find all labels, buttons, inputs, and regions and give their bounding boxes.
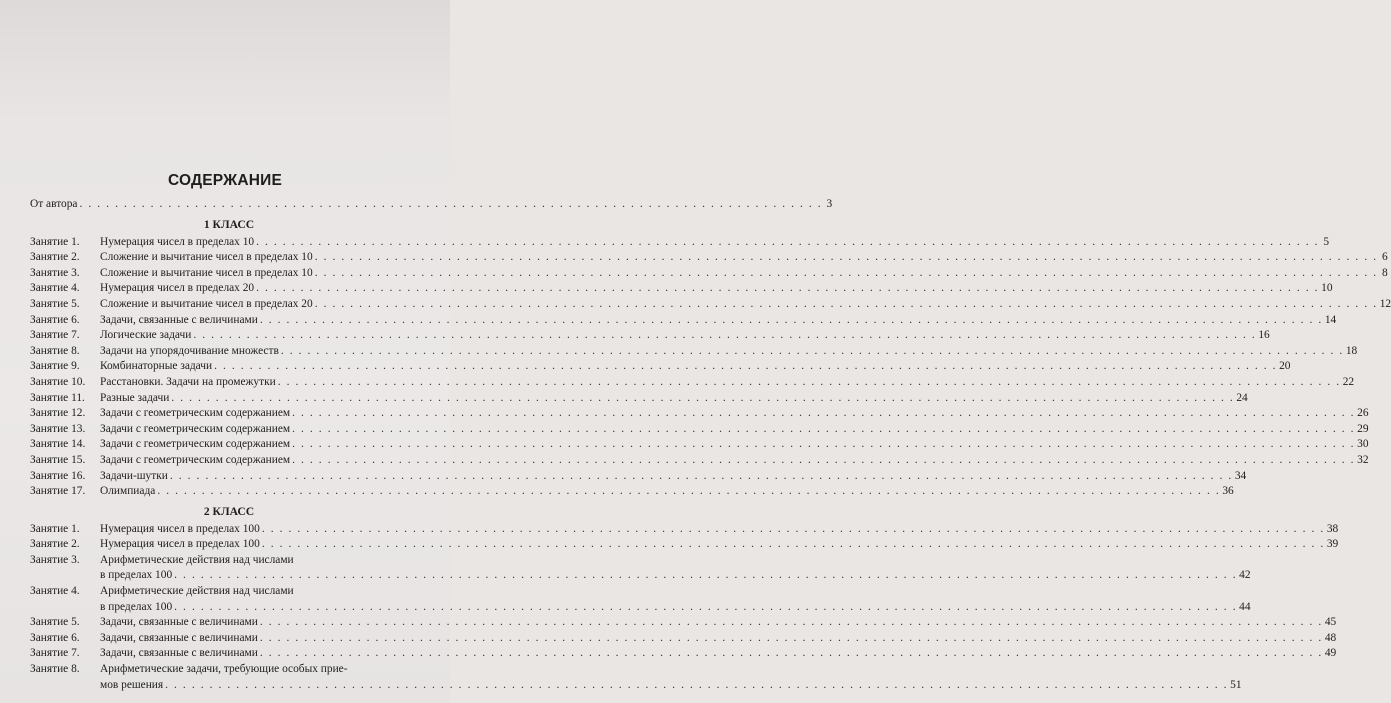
- toc-page-number: 36: [1222, 485, 1234, 498]
- toc-entry-title: Разные задачи: [100, 391, 170, 404]
- leader-dots: . . . . . . . . . . . . . . . . . . . . . . . . . . . . . . . . . . . . . . . . . . . . . . . . . . . . . . . . . . . . . . . . . . . . . . . . . . . . . . . . . . . . . . . . . . . . . . . . . . . . . . . . . . . . . . . . . . . . . . . .: [277, 375, 1341, 388]
- toc-entry[interactable]: [30, 553, 428, 569]
- toc-entry-title: Арифметические задачи, требующие особых прие-: [100, 663, 348, 676]
- toc-entry[interactable]: [30, 266, 1388, 282]
- toc-entry[interactable]: [30, 328, 1270, 344]
- toc-page-number: 20: [1279, 360, 1291, 373]
- leader-dots: . . . . . . . . . . . . . . . . . . . . . . . . . . . . . . . . . . . . . . . . . . . . . . . . . . . . . . . . . . . . . . . . . . . . . . . . . . . . . . . . . . . . . . . . . . . . . . . . . . . . . . . . . . . . . . . . . . . . . . . .: [280, 344, 1344, 357]
- leader-dots: . . . . . . . . . . . . . . . . . . . . . . . . . . . . . . . . . . . . . . . . . . . . . . . . . . . . . . . . . . . . . . . . . . . . . . . . . . . . . . . . . . . . . . . . . . . . . . . . . . . . . . . . . . . . . . . . . . . . . . . .: [259, 313, 1323, 326]
- leader-dots: . . . . . . . . . . . . . . . . . . . . . . . . . . . . . . . . . . . . . . . . . . . . . . . . . . . . . . . . . . . . . . . . . . . . . . . . . . . . . . . . . . . . . . . . . . . . . . . . . . . . . . . . . . . . . . . . . . . . . . . .: [259, 631, 1323, 644]
- toc-entry-label: Занятие 17.: [30, 485, 86, 498]
- toc-entry-title: Задачи с геометрическим содержанием: [100, 422, 291, 435]
- toc-entry[interactable]: [30, 297, 1391, 313]
- toc-entry-title: Задачи с геометрическим содержанием: [100, 438, 291, 451]
- toc-entry-title: Задачи с геометрическим содержанием: [100, 407, 291, 420]
- toc-page-number: 30: [1357, 438, 1369, 451]
- toc-entry-title: Задачи, связанные с величинами: [100, 616, 258, 629]
- leader-dots: . . . . . . . . . . . . . . . . . . . . . . . . . . . . . . . . . . . . . . . . . . . . . . . . . . . . . . . . . . . . . . . . . . . . . . . . . . . . . . . . . . . . . . . . . . . . . . . . . . . . . . . . . . . . . . . . . . . . . . . .: [261, 522, 1325, 535]
- toc-entry-label: Занятие 14.: [30, 438, 86, 451]
- toc-entry[interactable]: [30, 313, 1337, 329]
- toc-entry[interactable]: [30, 235, 1330, 251]
- leader-dots: . . . . . . . . . . . . . . . . . . . . . . . . . . . . . . . . . . . . . . . . . . . . . . . . . . . . . . . . . . . . . . . . . . . . . . . . . . . . . . . . . . . . . . . . . . . . . . . . . . . . . . . . . . . . . . . . . . . . . . . .: [256, 282, 1320, 295]
- section-heading: 2 КЛАСС: [203, 504, 255, 518]
- toc-entry[interactable]: [30, 484, 1234, 500]
- toc-entry-title: Нумерация чисел в пределах 100: [100, 522, 260, 535]
- toc-page-number: 6: [1381, 251, 1388, 264]
- toc-page-number: 45: [1324, 616, 1337, 629]
- leader-dots: . . . . . . . . . . . . . . . . . . . . . . . . . . . . . . . . . . . . . . . . . . . . . . . . . . . . . . . . . . . . . . . . . . . . . . . . . . . . . . . . . . . . . . . . . . . . . . . . . . . . . . . . . . . . . . . . . . . . . . . .: [314, 297, 1378, 310]
- toc-page-number: 14: [1324, 313, 1337, 326]
- toc-entry-label: Занятие 1.: [30, 235, 80, 248]
- leader-dots: . . . . . . . . . . . . . . . . . . . . . . . . . . . . . . . . . . . . . . . . . . . . . . . . . . . . . . . . . . . . . . . . . . . . . . . . . . . . . . . . . . . .: [79, 198, 823, 210]
- toc-entry-label: Занятие 4.: [30, 282, 80, 295]
- toc-entry-continuation[interactable]: [30, 600, 1251, 616]
- toc-entry[interactable]: [30, 469, 1247, 485]
- toc-entry-label: Занятие 10.: [30, 375, 86, 388]
- toc-entry[interactable]: [30, 344, 1358, 360]
- toc-entry-continuation[interactable]: [30, 678, 1242, 694]
- toc-entry-intro[interactable]: [30, 197, 833, 213]
- toc-entry-title: Задачи, связанные с величинами: [100, 631, 258, 644]
- toc-entry-label: Занятие 6.: [30, 631, 80, 644]
- toc-entry-title: Задачи-шутки: [100, 469, 168, 482]
- leader-dots: . . . . . . . . . . . . . . . . . . . . . . . . . . . . . . . . . . . . . . . . . . . . . . . . . . . . . . . . . . . . . . . . . . . . . . . . . . . . . . . . . . . . . . . . . . . . . . . . . . . . . . . . . . . . . . . . . . . . . . . .: [169, 469, 1233, 482]
- toc-page-number: 42: [1239, 569, 1251, 582]
- toc-entry-title: Нумерация чисел в пределах 100: [100, 538, 260, 551]
- toc-entry-title: От автора: [30, 198, 78, 210]
- toc-entry-label: Занятие 7.: [30, 329, 80, 342]
- toc-entry[interactable]: [30, 406, 1369, 422]
- toc-page-number: 24: [1236, 391, 1248, 404]
- toc-page-number: 48: [1324, 631, 1337, 644]
- toc-page-number: 10: [1321, 282, 1333, 295]
- toc-entry-label: Занятие 3.: [30, 553, 80, 566]
- toc-entry-title-cont: в пределах 100: [100, 569, 173, 582]
- toc-entry-label: Занятие 8.: [30, 663, 80, 676]
- toc-entry-label: Занятие 2.: [30, 251, 80, 264]
- toc-entry-label: Занятие 1.: [30, 522, 80, 535]
- toc-entry-title: Олимпиада: [100, 485, 156, 498]
- leader-dots: . . . . . . . . . . . . . . . . . . . . . . . . . . . . . . . . . . . . . . . . . . . . . . . . . . . . . . . . . . . . . . . . . . . . . . . . . . . . . . . . . . . . . . . . . . . . . . . . . . . . . . . . . . . . . . . . . . . . . . . .: [259, 647, 1323, 660]
- toc-entry[interactable]: [30, 615, 1337, 631]
- toc-entry-label: Занятие 5.: [30, 297, 80, 310]
- toc-entry-label: Занятие 6.: [30, 313, 80, 326]
- toc-entry-title: Сложение и вычитание чисел в пределах 10: [100, 266, 313, 279]
- toc-entry[interactable]: [30, 662, 428, 678]
- leader-dots: . . . . . . . . . . . . . . . . . . . . . . . . . . . . . . . . . . . . . . . . . . . . . . . . . . . . . . . . . . . . . . . . . . . . . . . . . . . . . . . . . . . . . . . . . . . . . . . . . . . . . . . . . . . . . . . . . . . . . . . .: [261, 538, 1325, 551]
- toc-entry-title: Задачи, связанные с величинами: [100, 313, 258, 326]
- toc-entry[interactable]: [30, 453, 1369, 469]
- toc-entry-label: Занятие 8.: [30, 344, 80, 357]
- toc-page-number: 3: [826, 198, 833, 210]
- toc-entry-label: Занятие 5.: [30, 616, 80, 629]
- toc-page-number: 26: [1357, 407, 1369, 420]
- toc-entry[interactable]: [30, 522, 1339, 538]
- toc-entry[interactable]: [30, 250, 1388, 266]
- leader-dots: . . . . . . . . . . . . . . . . . . . . . . . . . . . . . . . . . . . . . . . . . . . . . . . . . . . . . . . . . . . . . . . . . . . . . . . . . . . . . . . . . . . . . . . . . . . . . . . . . . . . . . . . . . . . . . . . . . . . . . . .: [214, 360, 1278, 373]
- leader-dots: . . . . . . . . . . . . . . . . . . . . . . . . . . . . . . . . . . . . . . . . . . . . . . . . . . . . . . . . . . . . . . . . . . . . . . . . . . . . . . . . . . . . . . . . . . . . . . . . . . . . . . . . . . . . . . . . . . . . . . . .: [259, 616, 1323, 629]
- leader-dots: . . . . . . . . . . . . . . . . . . . . . . . . . . . . . . . . . . . . . . . . . . . . . . . . . . . . . . . . . . . . . . . . . . . . . . . . . . . . . . . . . . . . . . . . . . . . . . . . . . . . . . . . . . . . . . . . . . . . . . . .: [292, 453, 1356, 466]
- leader-dots: . . . . . . . . . . . . . . . . . . . . . . . . . . . . . . . . . . . . . . . . . . . . . . . . . . . . . . . . . . . . . . . . . . . . . . . . . . . . . . . . . . . . . . . . . . . . . . . . . . . . . . . . . . . . . . . . . . . . . . . .: [174, 600, 1238, 613]
- toc-entry-label: Занятие 7.: [30, 647, 80, 660]
- leader-dots: . . . . . . . . . . . . . . . . . . . . . . . . . . . . . . . . . . . . . . . . . . . . . . . . . . . . . . . . . . . . . . . . . . . . . . . . . . . . . . . . . . . . . . . . . . . . . . . . . . . . . . . . . . . . . . . . . . . . . . . .: [314, 251, 1378, 264]
- toc-page-number: 12: [1379, 297, 1391, 310]
- toc-page-number: 16: [1258, 329, 1270, 342]
- toc-entry-title: Логические задачи: [100, 329, 192, 342]
- toc-entry[interactable]: [30, 391, 1248, 407]
- toc-entry[interactable]: [30, 537, 1339, 553]
- toc-entry-label: Занятие 3.: [30, 266, 80, 279]
- toc-page-number: 22: [1342, 375, 1355, 388]
- toc-entry[interactable]: [30, 375, 1355, 391]
- toc-entry-title: Сложение и вычитание чисел в пределах 10: [100, 251, 313, 264]
- toc-page-number: 5: [1323, 235, 1330, 248]
- toc-page-number: 29: [1357, 422, 1369, 435]
- toc-entry-title: Задачи на упорядочивание множеств: [100, 344, 279, 357]
- section-heading: 1 КЛАСС: [203, 217, 255, 231]
- toc-entry-title: Задачи, связанные с величинами: [100, 647, 258, 660]
- toc-page-number: 18: [1345, 344, 1358, 357]
- leader-dots: . . . . . . . . . . . . . . . . . . . . . . . . . . . . . . . . . . . . . . . . . . . . . . . . . . . . . . . . . . . . . . . . . . . . . . . . . . . . . . . . . . . . . . . . . . . . . . . . . . . . . . . . . . . . . . . . . . . . . . . .: [292, 438, 1356, 451]
- toc-entry-title: Нумерация чисел в пределах 10: [100, 235, 255, 248]
- toc-entry-label: Занятие 15.: [30, 453, 86, 466]
- toc-entry-label: Занятие 2.: [30, 538, 80, 551]
- toc-entry-title: Сложение и вычитание чисел в пределах 20: [100, 297, 313, 310]
- toc-entry[interactable]: [30, 584, 428, 600]
- leader-dots: . . . . . . . . . . . . . . . . . . . . . . . . . . . . . . . . . . . . . . . . . . . . . . . . . . . . . . . . . . . . . . . . . . . . . . . . . . . . . . . . . . . . . . . . . . . . . . . . . . . . . . . . . . . . . . . . . . . . . . . .: [171, 391, 1235, 404]
- toc-entry-title: Арифметические действия над числами: [100, 585, 294, 598]
- toc-entry-title: Арифметические действия над числами: [100, 553, 294, 566]
- toc-entry-title: Расстановки. Задачи на промежутки: [100, 375, 276, 388]
- toc-entry[interactable]: [30, 281, 1333, 297]
- toc-page-number: 44: [1239, 600, 1251, 613]
- toc-entry-title: Нумерация чисел в пределах 20: [100, 282, 255, 295]
- toc-page-number: 49: [1324, 647, 1337, 660]
- toc-entry-title-cont: мов решения: [100, 678, 164, 691]
- toc-entry-label: Занятие 4.: [30, 585, 80, 598]
- toc-entry-title: Задачи с геометрическим содержанием: [100, 453, 291, 466]
- toc-page-number: 38: [1326, 522, 1339, 535]
- table-of-contents: [30, 197, 1391, 693]
- toc-entry-label: Занятие 16.: [30, 469, 86, 482]
- leader-dots: . . . . . . . . . . . . . . . . . . . . . . . . . . . . . . . . . . . . . . . . . . . . . . . . . . . . . . . . . . . . . . . . . . . . . . . . . . . . . . . . . . . . . . . . . . . . . . . . . . . . . . . . . . . . . . . . . . . . . . . .: [292, 407, 1356, 420]
- leader-dots: . . . . . . . . . . . . . . . . . . . . . . . . . . . . . . . . . . . . . . . . . . . . . . . . . . . . . . . . . . . . . . . . . . . . . . . . . . . . . . . . . . . . . . . . . . . . . . . . . . . . . . . . . . . . . . . . . . . . . . . .: [256, 235, 1320, 248]
- toc-page-number: 51: [1230, 678, 1242, 691]
- toc-entry-label: Занятие 11.: [30, 391, 85, 404]
- bleed-through-text: [30, 4, 430, 154]
- toc-entry[interactable]: [30, 359, 1291, 375]
- toc-entry-label: Занятие 13.: [30, 422, 86, 435]
- leader-dots: . . . . . . . . . . . . . . . . . . . . . . . . . . . . . . . . . . . . . . . . . . . . . . . . . . . . . . . . . . . . . . . . . . . . . . . . . . . . . . . . . . . . . . . . . . . . . . . . . . . . . . . . . . . . . . . . . . . . . . . .: [193, 329, 1257, 342]
- toc-entry-title-cont: в пределах 100: [100, 600, 173, 613]
- toc-entry[interactable]: [30, 422, 1369, 438]
- leader-dots: . . . . . . . . . . . . . . . . . . . . . . . . . . . . . . . . . . . . . . . . . . . . . . . . . . . . . . . . . . . . . . . . . . . . . . . . . . . . . . . . . . . . . . . . . . . . . . . . . . . . . . . . . . . . . . . . . . . . . . . .: [314, 266, 1378, 279]
- toc-entry-label: Занятие 12.: [30, 407, 86, 420]
- toc-entry[interactable]: [30, 631, 1337, 647]
- toc-sections: [30, 216, 1391, 694]
- toc-entry-continuation[interactable]: [30, 568, 1251, 584]
- toc-page-number: 39: [1326, 538, 1339, 551]
- toc-page-number: 34: [1234, 469, 1247, 482]
- toc-page-number: 8: [1381, 266, 1388, 279]
- toc-entry-label: Занятие 9.: [30, 360, 80, 373]
- toc-entry-title: Комбинаторные задачи: [100, 360, 213, 373]
- toc-entry[interactable]: [30, 437, 1369, 453]
- page-title: СОДЕРЖАНИЕ: [167, 172, 283, 189]
- toc-page-number: 32: [1357, 453, 1369, 466]
- leader-dots: . . . . . . . . . . . . . . . . . . . . . . . . . . . . . . . . . . . . . . . . . . . . . . . . . . . . . . . . . . . . . . . . . . . . . . . . . . . . . . . . . . . . . . . . . . . . . . . . . . . . . . . . . . . . . . . . . . . . . . . .: [292, 422, 1356, 435]
- leader-dots: . . . . . . . . . . . . . . . . . . . . . . . . . . . . . . . . . . . . . . . . . . . . . . . . . . . . . . . . . . . . . . . . . . . . . . . . . . . . . . . . . . . . . . . . . . . . . . . . . . . . . . . . . . . . . . . . . . . . . . . .: [157, 485, 1221, 498]
- toc-entry[interactable]: [30, 646, 1337, 662]
- leader-dots: . . . . . . . . . . . . . . . . . . . . . . . . . . . . . . . . . . . . . . . . . . . . . . . . . . . . . . . . . . . . . . . . . . . . . . . . . . . . . . . . . . . . . . . . . . . . . . . . . . . . . . . . . . . . . . . . . . . . . . . .: [174, 569, 1238, 582]
- leader-dots: . . . . . . . . . . . . . . . . . . . . . . . . . . . . . . . . . . . . . . . . . . . . . . . . . . . . . . . . . . . . . . . . . . . . . . . . . . . . . . . . . . . . . . . . . . . . . . . . . . . . . . . . . . . . . . . . . . . . . . . .: [165, 678, 1229, 691]
